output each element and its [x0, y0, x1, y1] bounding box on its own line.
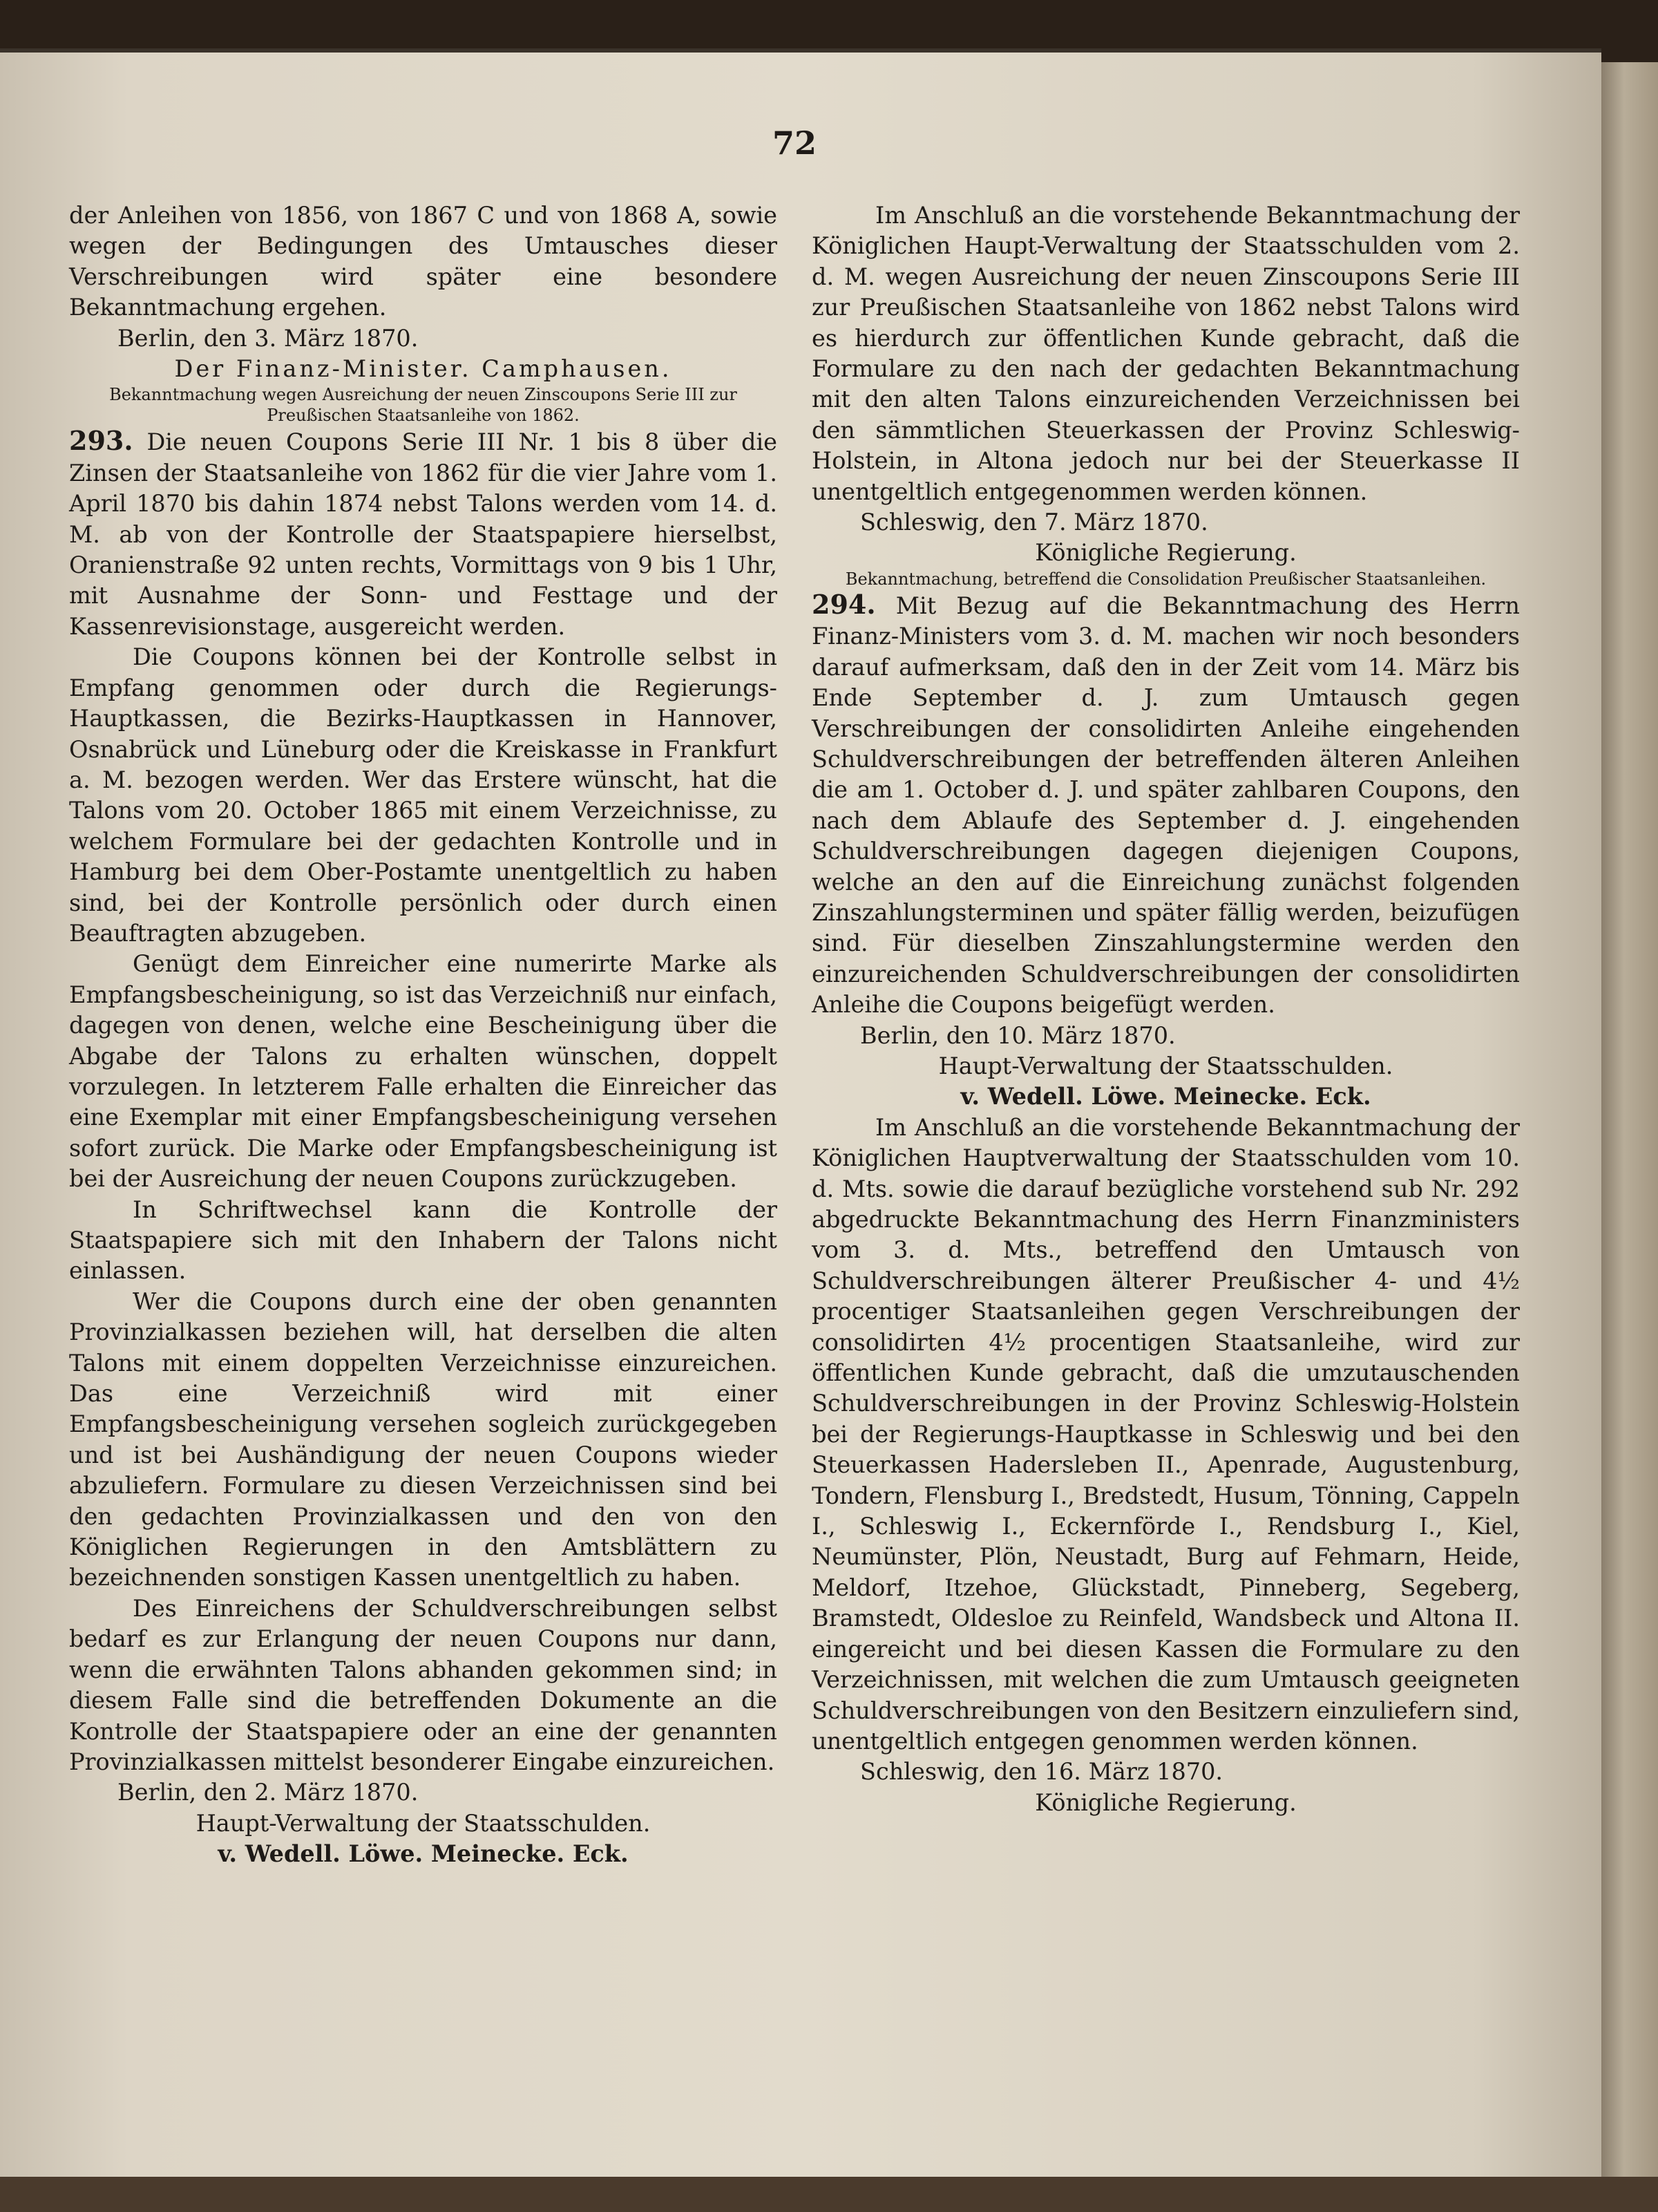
left-date-1: Berlin, den 3. März 1870. [117, 324, 419, 352]
right-date-2: Berlin, den 10. März 1870. [860, 1021, 1176, 1049]
adjacent-page-edge [1601, 62, 1658, 2191]
left-paragraph-2: Die neuen Coupons Serie III Nr. 1 bis 8 über die Zinsen der Staatsanleihe von 1862 für die vier Jahre vom 1. April 1870 bis dahin 1874 nebst Talons werden vom 14. d. M. ab von der Kontrolle der Staatspapiere hierselbst, Oranienstraße 92 unten rechts, Vormittags von 9 bis 1 Uhr, mit Ausnahme der Sonn- und Festtage und der Kassenrevisionstage, ausgereicht werden. [69, 428, 777, 640]
right-paragraph-1: Im Anschluß an die vorstehende Bekanntmachung der Königlichen Haupt-Verwaltung der Staatsschulden vom 2. d. M. wegen Ausreichung der neuen Zinscoupons Serie III zur Preußischen Staatsanleihe von 1862 nebst Talons wird es hierdurch zur öffentlichen Kunde gebracht, daß die Formulare zu den nach der gedachten Bekanntmachung mit den alten Talons einzureichenden Verzeichnissen bei den sämmtlichen Steuerkassen der Provinz Schleswig-Holstein, in Altona jedoch nur bei der Steuerkasse II unentgeltlich entgegenommen werden können. [812, 202, 1520, 505]
left-column [69, 200, 777, 1870]
right-date-3: Schleswig, den 16. März 1870. [860, 1758, 1223, 1786]
right-column [812, 200, 1520, 1818]
left-paragraph-3: Die Coupons können bei der Kontrolle selbst in Empfang genommen oder durch die Regierungs-Hauptkassen, die Bezirks-Hauptkassen in Hannover, Osnabrück und Lüneburg oder die Kreiskasse in Frankfurt a. M. bezogen werden. Wer das Erstere wünscht, hat die Talons vom 20. October 1865 mit einem Verzeichnisse, zu welchem Formulare bei der gedachten Kontrolle und in Hamburg bei dem Ober-Postamte unentgeltlich zu haben sind, bei der Kontrolle persönlich oder durch einen Beauftragten abzugeben. [69, 643, 777, 947]
right-paragraph-3: Im Anschluß an die vorstehende Bekanntmachung der Königlichen Hauptverwaltung der Staatsschulden vom 10. d. Mts. sowie die darauf bezügliche vorstehend sub Nr. 292 abgedruckte Bekanntmachung des Herrn Finanzministers vom 3. d. Mts., betreffend den Umtausch von Schuldverschreibungen älterer Preußischer 4- und 4½ procentiger Staatsanleihen gegen Verschreibungen der consolidirten 4½ procentigen Staatsanleihe, wird zur öffentlichen Kunde gebracht, daß die umzutauschenden Schuldverschreibungen in der Provinz Schleswig-Holstein bei der Regierungs-Hauptkasse in Schleswig und bei den Steuerkassen Hadersleben II., Apenrade, Augustenburg, Tondern, Flensburg I., Bredstedt, Husum, Tönning, Cappeln I., Schleswig I., Eckernförde I., Rendsburg I., Kiel, Neumünster, Plön, Neustadt, Burg auf Fehmarn, Heide, Meldorf, Itzehoe, Glückstadt, Pinneberg, Segeberg, Bramstedt, Oldesloe zu Reinfeld, Wandsbeck und Altona II. eingereicht und bei diesen Kassen die Formulare zu den Verzeichnissen, mit welchen die zum Umtausch geeigneten Schuldverschreibungen von den Besitzern einzuliefern sind, unentgeltlich entgegen genommen werden können. [812, 1113, 1520, 1755]
left-signer-2: Haupt-Verwaltung der Staatsschulden. [196, 1809, 651, 1837]
left-paragraph-5: In Schriftwechsel kann die Kontrolle der Staatspapiere sich mit den Inhabern der Talons nicht einlassen. [69, 1195, 777, 1285]
left-date-2: Berlin, den 2. März 1870. [117, 1779, 419, 1806]
left-notice-caption: Bekanntmachung wegen Ausreichung der neuen Zinscoupons Serie III zur Preußischen Staatsanleihe von 1862. [109, 385, 737, 426]
left-paragraph-7: Des Einreichens der Schuldverschreibungen selbst bedarf es zur Erlangung der neuen Coupons nur dann, wenn die erwähnten Talons abhanden gekommen sind; in diesem Falle sind die betreffenden Dokumente an die Kontrolle der Staatspapiere oder an eine der genannten Provinzialkassen mittelst besonderer Eingabe einzureichen. [69, 1594, 777, 1775]
left-paragraph-1: der Anleihen von 1856, von 1867 C und von 1868 A, sowie wegen der Bedingungen des Umtausches dieser Verschreibungen wird später eine besondere Bekanntmachung ergehen. [69, 202, 777, 321]
book-bottom-edge [0, 2177, 1658, 2212]
right-date-1: Schleswig, den 7. März 1870. [860, 509, 1208, 536]
left-names-2: v. Wedell. Löwe. Meinecke. Eck. [218, 1840, 629, 1868]
right-notice-294 [812, 589, 1520, 1021]
right-signer-1: Königliche Regierung. [1035, 539, 1297, 567]
right-signer-2: Haupt-Verwaltung der Staatsschulden. [938, 1052, 1393, 1079]
left-notice-293 [69, 426, 777, 642]
left-paragraph-4: Genügt dem Einreicher eine numerirte Marke als Empfangsbescheinigung, so ist das Verzeichniß nur einfach, dagegen von denen, welche eine Bescheinigung über die Abgabe der Talons zu erhalten wünschen, doppelt vorzulegen. In letzterem Falle erhalten die Einreicher das eine Exemplar mit einer Empfangsbescheinigung versehen sofort zurück. Die Marke oder Empfangsbescheinigung ist bei der Ausreichung der neuen Coupons zurückzugeben. [69, 950, 777, 1193]
left-signer-1: Der Finanz-Minister. Camphausen. [174, 355, 672, 383]
right-signer-3: Königliche Regierung. [1035, 1788, 1297, 1816]
page-number: 72 [772, 124, 817, 162]
right-paragraph-2: Mit Bezug auf die Bekanntmachung des Herrn Finanz-Ministers vom 3. d. M. machen wir noch besonders darauf aufmerksam, daß den in der Zeit vom 14. März bis Ende September d. J. zum Umtausch gegen Verschreibungen der consolidirten Anleihe eingehenden Schuldverschreibungen der betreffenden älteren Anleihen die am 1. October d. J. und später zahlbaren Coupons, den nach dem Ablaufe des September d. J. eingehenden Schuldverschreibungen dagegen diejenigen Coupons, welche an den auf die Einreichung zunächst folgenden Zinszahlungsterminen und später fällig werden, beizufügen sind. Für dieselben Zinszahlungstermine werden den einzureichenden Schuldverschreibungen der consolidirten Anleihe die Coupons beigefügt werden. [812, 592, 1520, 1019]
notice-number-293: 293. [69, 425, 133, 457]
left-paragraph-6: Wer die Coupons durch eine der oben genannten Provinzialkassen beziehen will, hat derselben die alten Talons mit einem doppelten Verzeichnisse einzureichen. Das eine Verzeichniß wird mit einer Empfangsbescheinigung versehen sogleich zurückgegeben und ist bei Aushändigung der neuen Coupons wieder abzuliefern. Formulare zu diesen Verzeichnissen sind bei den gedachten Provinzialkassen und den von den Königlichen Regierungen in den Amtsblättern zu bezeichnenden sonstigen Kassen unentgeltlich zu haben. [69, 1287, 777, 1591]
right-notice-caption: Bekanntmachung, betreffend die Consolidation Preußischer Staatsanleihen. [845, 569, 1487, 589]
right-names-2: v. Wedell. Löwe. Meinecke. Eck. [960, 1083, 1371, 1110]
notice-number-294: 294. [812, 588, 876, 620]
